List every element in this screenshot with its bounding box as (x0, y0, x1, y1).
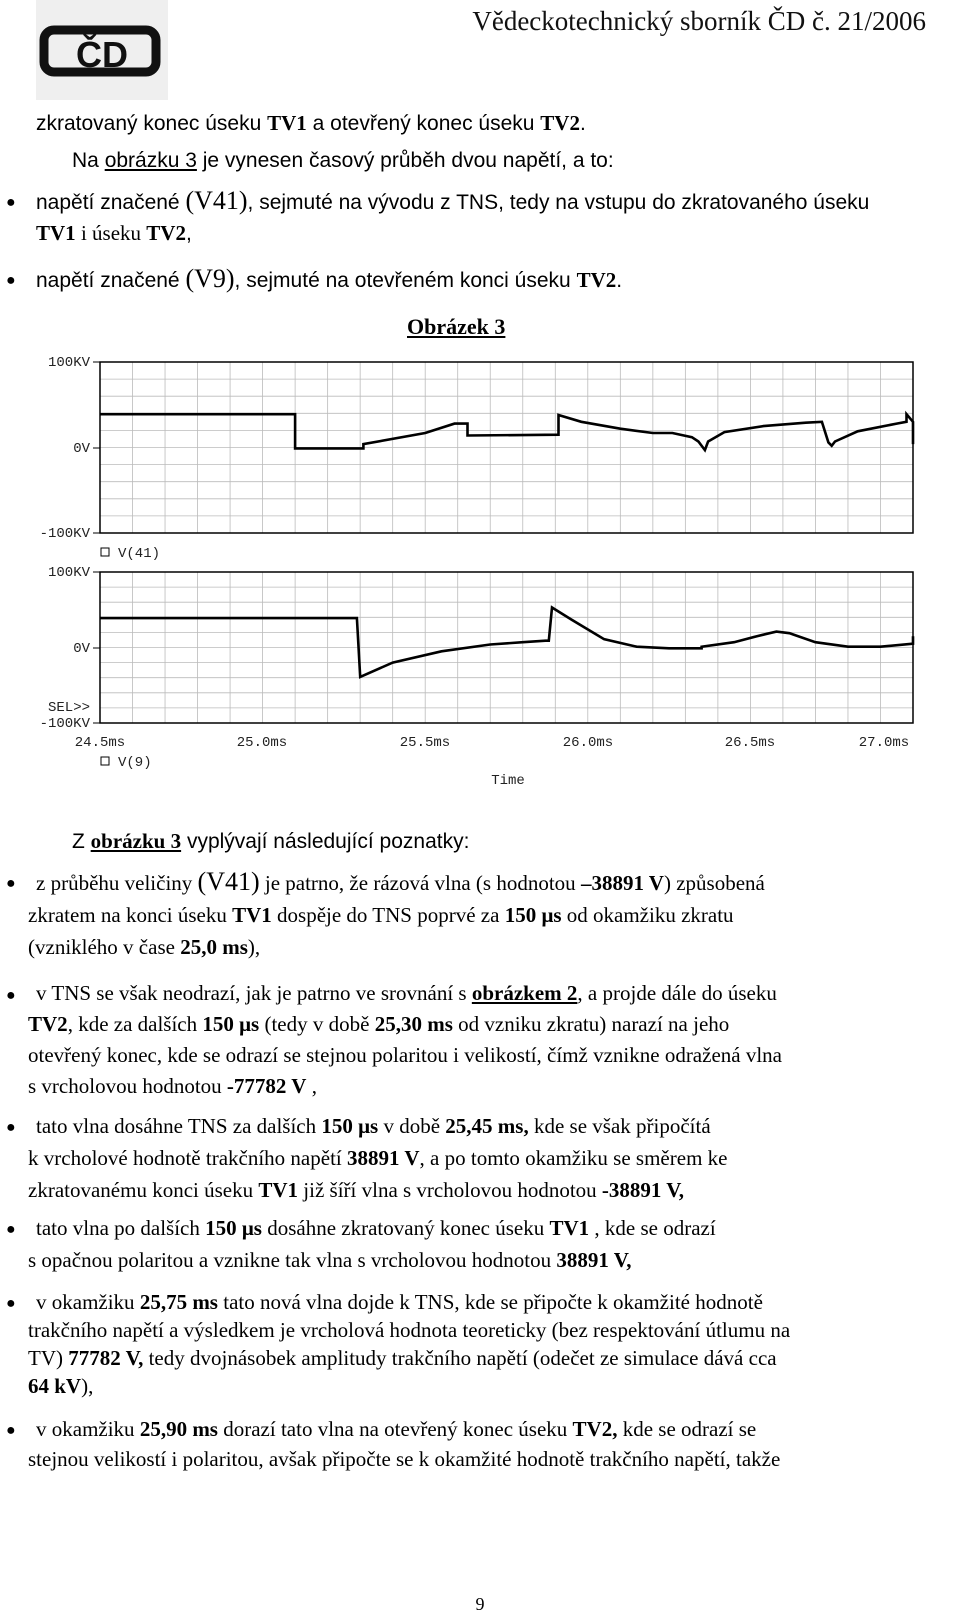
journal-header: Vědeckotechnický sborník ČD č. 21/2006 (472, 6, 926, 36)
bullet-item: ● v TNS se však neodrazí, jak je patrno ve srovnání s obrázkem 2, a projde dále do úseku TV2, kde za dalších 150 μs (tedy v době 25,30 ms od vzniku zkratu) narazí na jeho otevřený konec, kde se odrazí se stejnou polaritou i velikostí, čímž vznikne odražená vlna s vrcholovou hodnotou -77782 V , (6, 981, 783, 1098)
panel-v9-grid (100, 572, 913, 723)
x-tick-label: 27.0ms (858, 735, 910, 751)
figure-caption: Obrázek 3 (407, 314, 506, 339)
series-line-v41 (100, 414, 913, 450)
y-tick-label: -100KV (39, 526, 90, 542)
series-line-v9 (100, 608, 913, 677)
x-tick-label: 25.0ms (236, 735, 288, 751)
legend-label-v41: V(41) (118, 546, 161, 562)
panel-v41-grid (100, 362, 913, 533)
selector-label: SEL>> (47, 700, 90, 716)
bullet-item: ● v okamžiku 25,75 ms tato nová vlna dojde k TNS, kde se připočte k okamžité hodnotě trakčního napětí a výsledkem je vrcholová hodnota teoreticky (bez respektování útlumu na TV) 77782 V, tedy dvojnásobek amplitudy trakčního napětí (odečet ze simulace dává cca 64 kV), (6, 1290, 791, 1398)
bullet-item: ● napětí značené (V41), sejmuté na vývodu z TNS, tedy na vstupu do zkratovaného úseku TV1 i úseku TV2, (6, 186, 870, 245)
x-tick-label: 25.5ms (399, 735, 451, 751)
y-tick-label: 0V (73, 641, 90, 657)
intro-line-2: Na obrázku 3 je vynesen časový průběh dvou napětí, a to: (72, 149, 614, 172)
legend-marker-v41 (101, 548, 109, 556)
y-tick-label: 100KV (47, 565, 90, 581)
legend-marker-v9 (101, 757, 109, 765)
intro-line-1: zkratovaný konec úseku TV1 a otevřený konec úseku TV2. (36, 111, 586, 135)
y-tick-label: 0V (73, 441, 90, 457)
bullet-item: ● tato vlna po dalších 150 μs dosáhne zkratovaný konec úseku TV1 , kde se odrazí s opačnou polaritou a vznikne tak vlna s vrcholovou hodnotou 38891 V, (6, 1216, 716, 1272)
bullet-item: ● z průběhu veličiny (V41) je patrno, že rázová vlna (s hodnotou –38891 V) způsobená zkratem na konci úseku TV1 dospěje do TNS poprvé za 150 μs od okamžiku zkratu (vzniklého v čase 25,0 ms), (6, 867, 765, 959)
conclusion-intro: Z obrázku 3 vyplývají následující poznatky: (72, 829, 470, 853)
legend-label-v9: V(9) (118, 755, 152, 771)
bullet-item: ● v okamžiku 25,90 ms dorazí tato vlna na otevřený konec úseku TV2, kde se odrazí se stejnou velikostí i polaritou, avšak připočte se k okamžité hodnotě trakčního napětí, takže (6, 1417, 781, 1471)
cd-logo-icon (36, 0, 168, 100)
page-number: 9 (475, 1594, 485, 1614)
y-tick-label: 100KV (47, 355, 90, 371)
y-tick-label: -100KV (39, 716, 90, 732)
x-axis-label: Time (491, 773, 525, 789)
x-tick-label: 26.0ms (562, 735, 614, 751)
x-tick-label: 26.5ms (724, 735, 776, 751)
bullet-item: ● tato vlna dosáhne TNS za dalších 150 μs v době 25,45 ms, kde se však připočítá k vrcholové hodnotě trakčního napětí 38891 V, a po tomto okamžiku se směrem ke zkratovanému konci úseku TV1 již šíří vlna s vrcholovou hodnotou -38891 V, (6, 1114, 728, 1202)
bullet-item: ● napětí značené (V9), sejmuté na otevřeném konci úseku TV2. (6, 264, 623, 293)
svg-text:ČD: ČD (76, 34, 128, 75)
oscilloscope-chart (0, 340, 960, 800)
logo (36, 0, 168, 100)
x-tick-label: 24.5ms (74, 735, 126, 751)
